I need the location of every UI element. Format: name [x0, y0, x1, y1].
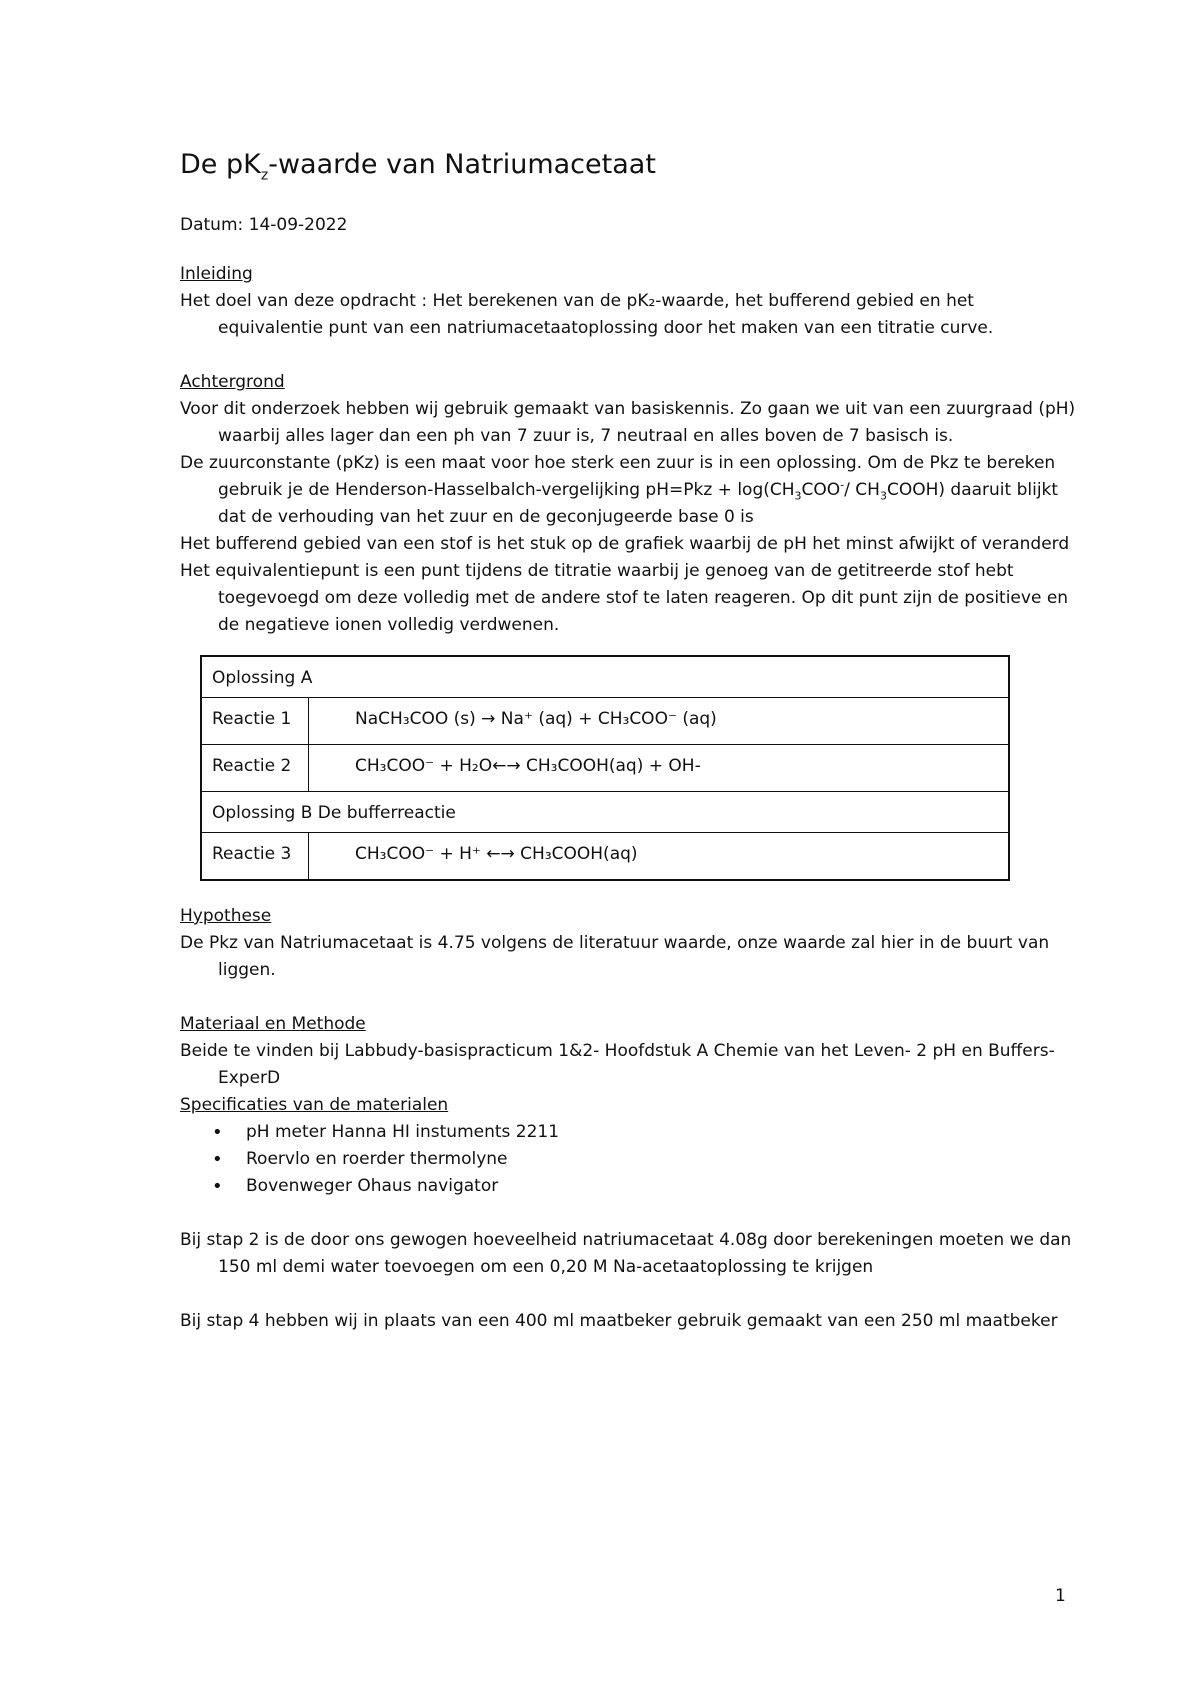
table-row	[201, 833, 1009, 881]
heading-hypothese: Hypothese	[180, 906, 272, 926]
achtergrond-paragraph-1: Voor dit onderzoek hebben wij gebruik gemaakt van basiskennis. Zo gaan we uit van een zuurgraad (pH) waarbij alles lager dan een ph van 7 zuur is, 7 neutraal en alles boven de 7 basisch is.	[180, 399, 1076, 446]
reactie-2-equation: CH₃COO⁻ + H₂O←→ CH₃COOH(aq) + OH-	[309, 745, 1010, 792]
document-body	[180, 148, 1080, 1335]
stap-4-text: Bij stap 4 hebben wij in plaats van een 400 ml maatbeker gebruik gemaakt van een 250 ml maatbeker	[180, 1311, 1058, 1331]
materials-list	[180, 1119, 1080, 1200]
table-row	[201, 656, 1009, 698]
reactie-1-label: Reactie 1	[201, 698, 309, 745]
inleiding-text: Het doel van deze opdracht : Het berekenen van de pK₂-waarde, het bufferend gebied en het equivalentie punt van een natriumacetaatoplossing door het maken van een titratie curve.	[180, 291, 994, 338]
reactie-3-equation: CH₃COO⁻ + H⁺ ←→ CH₃COOH(aq)	[309, 833, 1010, 881]
list-item: • Bovenweger Ohaus navigator	[246, 1173, 1080, 1200]
list-item: • pH meter Hanna HI instuments 2211	[246, 1119, 1080, 1146]
heading-specificaties: Specificaties van de materialen	[180, 1095, 449, 1115]
oplossing-a-header: Oplossing A	[201, 656, 1009, 698]
achtergrond-paragraph-3: Het bufferend gebied van een stof is het stuk op de grafiek waarbij de pH het minst afwijkt of veranderd	[180, 534, 1070, 554]
table-row	[201, 698, 1009, 745]
list-item: • Roervlo en roerder thermolyne	[246, 1146, 1080, 1173]
reactie-3-label: Reactie 3	[201, 833, 309, 881]
achtergrond-paragraph-4: Het equivalentiepunt is een punt tijdens de titratie waarbij je genoeg van de getitreerde stof hebt toegevoegd om deze volledig met de andere stof te laten reageren. Op dit punt zijn de positieve en de negatieve ionen volledig verdwenen.	[180, 561, 1069, 635]
oplossing-b-header: Oplossing B De bufferreactie	[201, 792, 1009, 833]
table-row	[201, 792, 1009, 833]
reactie-1-equation: NaCH₃COO (s) → Na⁺ (aq) + CH₃COO⁻ (aq)	[309, 698, 1010, 745]
achtergrond-paragraph-2: De zuurconstante (pKz) is een maat voor hoe sterk een zuur is in een oplossing. Om de Pkz te bereken gebruik je de Henderson-Hasselbalch-vergelijking $pH=Pkz + \log(CH_3COO^-/$ $CH_3COOH$) daaruit blijkt dat de verhouding van het zuur en de geconjugeerde base 0 is	[180, 453, 1059, 527]
page-number: 1	[1055, 1586, 1066, 1606]
heading-materiaal: Materiaal en Methode	[180, 1014, 366, 1034]
reaction-table	[200, 655, 1010, 881]
table-row	[201, 745, 1009, 792]
page-title: De $pK_z$-waarde van Natriumacetaat	[180, 149, 656, 184]
heading-achtergrond: Achtergrond	[180, 372, 285, 392]
stap-2-text: Bij stap 2 is de door ons gewogen hoeveelheid natriumacetaat 4.08g door berekeningen moeten we dan 150 ml demi water toevoegen om een 0,20 M Na-acetaatoplossing te krijgen	[180, 1230, 1072, 1277]
date-line: Datum: 14-09-2022	[180, 215, 348, 235]
materiaal-text: Beide te vinden bij Labbudy-basispracticum 1&2- Hoofdstuk A Chemie van het Leven- 2 pH en Buffers- ExperD	[180, 1041, 1055, 1088]
hypothese-text: De Pkz van Natriumacetaat is 4.75 volgens de literatuur waarde, onze waarde zal hier in de buurt van liggen.	[180, 933, 1050, 980]
reactie-2-label: Reactie 2	[201, 745, 309, 792]
heading-inleiding: Inleiding	[180, 264, 253, 284]
